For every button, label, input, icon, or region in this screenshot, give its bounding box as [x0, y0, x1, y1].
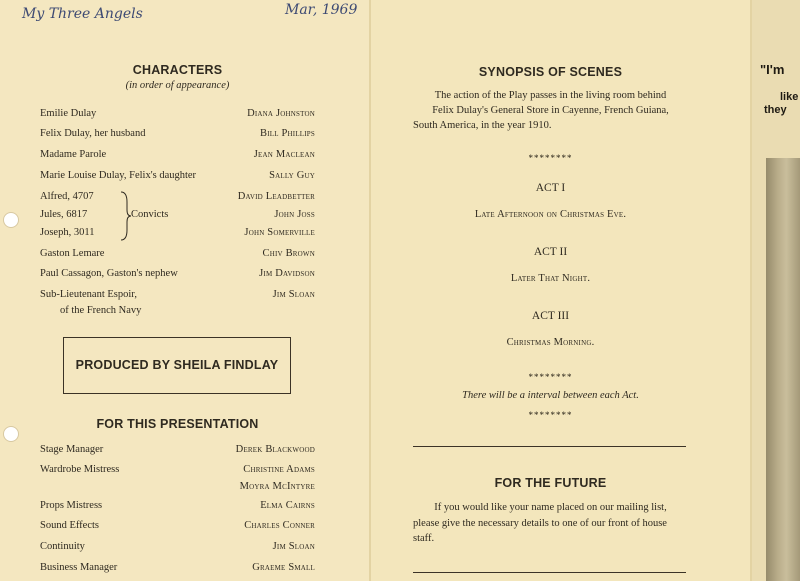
character-role: Gaston Lemare — [40, 248, 105, 259]
crew-role: Props Mistress — [40, 500, 103, 511]
divider-rule — [413, 572, 686, 573]
convicts-brace — [118, 190, 132, 242]
future-heading: FOR THE FUTURE — [494, 476, 607, 490]
character-role: Felix Dulay, her husband — [40, 128, 146, 139]
fold-line — [750, 0, 752, 581]
character-role: Joseph, 3011 — [40, 227, 95, 238]
crew-role: Sound Effects — [40, 520, 100, 531]
crew-person: Moyra McIntyre — [239, 481, 315, 492]
next-page-text: like — [780, 91, 799, 103]
synopsis-line: Felix Dulay's General Store in Cayenne, French Guiana, — [432, 105, 669, 116]
act-subtitle: Later That Night. — [510, 273, 591, 284]
crew-role: Business Manager — [40, 562, 118, 573]
crew-role: Wardrobe Mistress — [40, 464, 120, 475]
synopsis-line: South America, in the year 1910. — [413, 120, 552, 131]
crew-person: Christine Adams — [243, 464, 315, 475]
character-actor: Diana Johnston — [247, 108, 315, 119]
character-actor: John Somerville — [244, 227, 315, 238]
character-role: Emilie Dulay — [40, 108, 97, 119]
character-role: Jules, 6817 — [40, 209, 88, 220]
next-page-quote: "I'm — [760, 62, 785, 77]
character-actor: Sally Guy — [269, 170, 315, 181]
crew-role: Continuity — [40, 541, 85, 552]
character-role: Paul Cassagon, Gaston's nephew — [40, 268, 178, 279]
act-title: ACT I — [535, 182, 566, 194]
character-actor: Bill Phillips — [259, 128, 315, 139]
next-page-text: they — [764, 104, 787, 116]
character-role: Alfred, 4707 — [40, 191, 94, 202]
act-subtitle: Late Afternoon on Christmas Eve. — [474, 209, 627, 220]
synopsis-line: The action of the Play passes in the living room behind — [434, 90, 667, 101]
interval-note: There will be a interval between each Act. — [462, 390, 639, 401]
characters-subtitle: (in order of appearance) — [125, 80, 230, 91]
act-title: ACT II — [533, 246, 568, 258]
act-title: ACT III — [531, 310, 570, 322]
character-actor: John Joss — [274, 209, 315, 220]
separator-stars: ******** — [528, 410, 573, 420]
character-role: Sub-Lieutenant Espoir, — [40, 289, 137, 300]
photo-shading — [766, 158, 800, 581]
crew-role: Stage Manager — [40, 444, 104, 455]
character-actor: Jim Davidson — [259, 268, 315, 279]
crew-person: Elma Cairns — [260, 500, 315, 511]
character-role: Marie Louise Dulay, Felix's daughter — [40, 170, 197, 181]
character-role-continuation: of the French Navy — [60, 305, 142, 316]
handwritten-date: Mar, 1969 — [285, 2, 358, 18]
act-subtitle: Christmas Morning. — [506, 337, 595, 348]
future-line: If you would like your name placed on our mailing list, — [434, 502, 667, 513]
fold-line — [369, 0, 371, 581]
convicts-label: Convicts — [131, 209, 169, 220]
separator-stars: ******** — [528, 153, 573, 163]
characters-heading: CHARACTERS — [132, 63, 223, 77]
punch-hole — [3, 426, 19, 442]
crew-person: Graeme Small — [252, 562, 315, 573]
future-line: please give the necessary details to one of our front of house — [413, 518, 667, 529]
character-actor: David Leadbetter — [237, 191, 315, 202]
separator-stars: ******** — [528, 372, 573, 382]
future-line: staff. — [413, 533, 435, 544]
divider-rule — [413, 446, 686, 447]
character-role: Madame Parole — [40, 149, 107, 160]
character-actor: Jim Sloan — [272, 289, 315, 300]
handwritten-title: My Three Angels — [22, 6, 143, 22]
crew-person: Charles Conner — [244, 520, 315, 531]
middle-panel — [370, 0, 750, 581]
character-actor: Jean Maclean — [253, 149, 315, 160]
crew-person: Derek Blackwood — [235, 444, 315, 455]
presentation-heading: FOR THIS PRESENTATION — [96, 417, 259, 431]
character-actor: Chiv Brown — [262, 248, 315, 259]
crew-person: Jim Sloan — [272, 541, 315, 552]
punch-hole — [3, 212, 19, 228]
synopsis-heading: SYNOPSIS OF SCENES — [478, 65, 623, 79]
producer-credit: PRODUCED BY SHEILA FINDLAY — [75, 358, 279, 372]
